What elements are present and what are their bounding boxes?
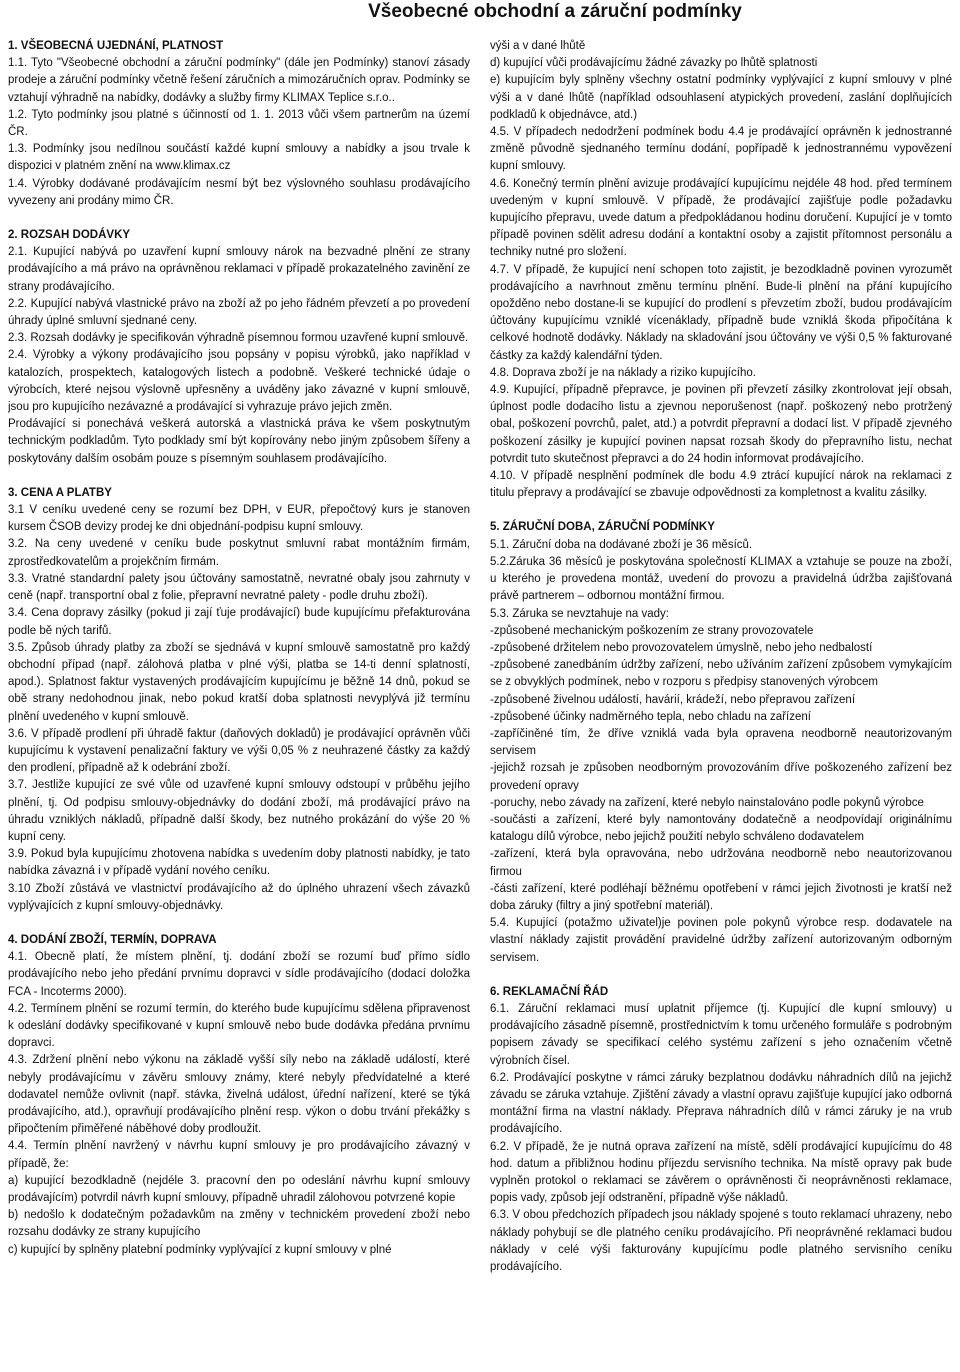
paragraph-right-6: 4.8. Doprava zboží je na náklady a riziko kupujícího. bbox=[490, 366, 756, 379]
paragraph-left-20: 3.10 Zboží zůstává ve vlastnictví prodávajícího až do úplného uhrazení všech závazků vyplývajících z kupní smlouvy-objednávky. bbox=[8, 882, 470, 912]
paragraph-right-24: 5.4. Kupující (potažmo uživatel)je povinen pole pokynů výrobce resp. dodavatele na vlastní náklady zajistit provádění pravidelné údržby zařízení autorizovaným odborným servisem. bbox=[490, 917, 952, 964]
paragraph-left-6: 2.1. Kupující nabývá po uzavření kupní smlouvy nárok na bezvadné plnění ze strany prodávajícího a má právo na oprávněnou reklamaci v případě prokazatelného zavinění ze strany prodávajícího. bbox=[8, 246, 470, 293]
paragraph-right-16: -způsobené živelnou událostí, havárií, krádeží, nebo přepravou zařízení bbox=[490, 693, 856, 706]
paragraph-right-8: 4.10. V případě nesplnění podmínek dle bodu 4.9 ztrácí kupující nárok na reklamaci z titulu přepravy a prodávající se zbavuje odpovědnosti za kompletnost a kvalitu zásilky. bbox=[490, 470, 952, 500]
paragraph-left-17: 3.6. V případě prodlení při úhradě faktur (daňových dokladů) je prodávající oprávněn vůči kupujícímu k vystavení penalizační faktury ve výši 0,05 % z neuhrazené částky za každý den prodlení, případně až k odebrání zboží. bbox=[8, 727, 470, 775]
paragraph-right-20: -poruchy, nebo závady na zařízení, které nebylo nainstalováno podle pokynů výrobce bbox=[490, 796, 924, 809]
paragraph-left-2: 1.2. Tyto podmínky jsou platné s účinností od 1. 1. 2013 vůči všem partnerům na území ČR. bbox=[8, 108, 470, 139]
paragraph-left-12: 3.1 V ceníku uvedené ceny se rozumí bez DPH, v EUR, přepočtový kurs je stanoven kursem ČSOB devizy prodej ke dni objednání-podpisu kupní smlouvy. bbox=[8, 504, 470, 534]
paragraph-left-14: 3.3. Vratné standardní palety jsou účtovány samostatně, nevratné obaly jsou zahrnuty v ceně (např. transportní obal z folie, přepravní nevratné palety - podle druhu zboží). bbox=[8, 572, 470, 603]
paragraph-right-0: výši a v dané lhůtě bbox=[490, 40, 586, 52]
section-heading-left-21: 4. DODÁNÍ ZBOŽÍ, TERMÍN, DOPRAVA bbox=[8, 933, 217, 946]
paragraph-right-11: 5.2.Záruka 36 měsíců je poskytována společností KLIMAX a vztahuje se pouze na zboží, u kterého je provedena montáž, uvedení do provozu a pravidelná údržba zajišťovaná právě partnerem – odbornou montážní firmou. bbox=[490, 555, 952, 603]
paragraph-left-10: Prodávající si ponechává veškerá autorská a vlastnická práva ke všem poskytnutým technickým podkladům. Tyto podklady smí být kopírovány nebo jiným způsobem šířeny a poskytovány dalším osobám pouze s písemným souhlasem prodávajícího. bbox=[8, 418, 470, 465]
section-heading-left-5: 2. ROZSAH DODÁVKY bbox=[8, 229, 131, 242]
paragraph-left-4: 1.4. Výrobky dodávané prodávajícím nesmí být bez výslovného souhlasu prodávajícího vyvezeny ani prodány mimo ČR. bbox=[8, 177, 470, 207]
paragraph-right-26: 6.1. Záruční reklamaci musí uplatnit příjemce (tj. Kupující dle kupní smlouvy) u prodávajícího zásadně písemně, prostřednictvím k tomu určeného formuláře s podrobným popisem závady se specifikací celého systému zařízení s jeho označením včetně výrobních čísel. bbox=[490, 1002, 952, 1067]
paragraph-left-9: 2.4. Výrobky a výkony prodávajícího jsou popsány v popisu výrobků, jako například v katalozích, prospektech, katalogových listech a podobně. Veškeré technické údaje o výrobcích, které nejsou výslovně upřesněny a uváděny jako závazné v kupní smlouvě, jsou pro kupujícího nezávazné a prodávající si vyhrazuje právo jejich změn. bbox=[8, 349, 470, 414]
paragraph-right-5: 4.7. V případě, že kupující není schopen toto zajistit, je bezodkladně povinen vyrozumět prodávajícího a navrhnout změnu termínu plnění. Bude-li plnění na přání kupujícího opožděno nebo dostane-li se kupující do prodlení s převzetím zboží, budou prodávajícím účtovány kupujícímu vzniklé vícenáklady, případně bude vzniklá škoda připočítána k celkové hodnotě dodávky. Náklady na skladování jsou účtovány ve výši 0,5 % fakturované částky za každý kalendářní týden. bbox=[490, 263, 952, 362]
paragraph-left-15: 3.4. Cena dopravy zásilky (pokud ji zají ťuje prodávající) bude kupujícímu přefakturována podle bě ných tarifů. bbox=[8, 607, 470, 637]
paragraph-left-19: 3.9. Pokud byla kupujícímu zhotovena nabídka s uvedením doby platnosti nabídky, je tato nabídka závazná i v případě vydání nového ceníku. bbox=[8, 848, 470, 878]
paragraph-left-18: 3.7. Jestliže kupující ze své vůle od uzavřené kupní smlouvy odstoupí v průběhu jejího plnění, tj. Od podpisu smlouvy-objednávky do dodání zboží, má prodávající právo na úhradu vzniklých nákladů, případně další škody, bez nutného prokázání do výše 20 % kupní ceny. bbox=[8, 779, 470, 843]
paragraph-right-23: -části zařízení, které podléhají běžnému opotřebení v rámci jejich životnosti je kratší než doba záruky (filtry a jiný spotřební materiál). bbox=[490, 882, 952, 912]
left-column bbox=[8, 38, 470, 1372]
page-title: Všeobecné obchodní a záruční podmínky bbox=[368, 1, 742, 22]
paragraph-left-8: 2.3. Rozsah dodávky je specifikován výhradně písemnou formou uzavřené kupní smlouvě. bbox=[8, 332, 469, 345]
paragraph-right-3: 4.5. V případech nedodržení podmínek bodu 4.4 je prodávající oprávněn k jednostranné změně původně sjednaného termínu dodání, popřípadě k jednostrannému vypovězení kupní smlouvy. bbox=[490, 126, 952, 173]
paragraph-left-26: a) kupující bezodkladně (nejdéle 3. pracovní den po odeslání návrhu kupní smlouvy prodávajícím) potvrdil návrh kupní smlouvy, případně uhradil zálohovou potvrzené kopie bbox=[8, 1174, 470, 1204]
paragraph-right-21: -součásti a zařízení, které byly namontovány dodatečně a neodpovídají originálnímu katalogu dílů výrobce, nebo jejichž použití nebylo schváleno dodavatelem bbox=[490, 813, 952, 844]
paragraph-left-16: 3.5. Způsob úhrady platby za zboží se sjednává v kupní smlouvě samostatně pro každý obchodní případ (např. zálohová platba v plné výši, platba se 14-ti denní splatností, apod.). Splatnost faktur vystavených prodávajícím kupujícímu je běžně 14 dnů, pokud se obě strany nedohodnou jinak, nebo pokud kratší doba splatnosti nevyplývá již termínu plnění uvedeného v kupní smlouvě. bbox=[8, 641, 470, 723]
paragraph-right-7: 4.9. Kupující, případně přepravce, je povinen při převzetí zásilky zkontrolovat její obsah, úplnost podle dodacího listu a zjevnou neporušenost (např. poškozený nebo protržený obal, poškození povrchů, palet, atd.) a potvrdit přepravní a dodací list. V případě zjevného poškození zásilky je kupující povinen napsat rozsah škody do přepravního listu, nechat potvrdit tuto skutečnost přepravci a do 24 hodin informovat prodávajícího. bbox=[490, 384, 952, 465]
paragraph-right-19: -jejichž rozsah je způsoben neodborným provozováním dříve poškozeného zařízení bez provedení opravy bbox=[490, 762, 952, 792]
paragraph-right-22: -zařízení, která byla opravována, nebo udržována neodborně nebo neautorizovanou firmou bbox=[490, 848, 952, 878]
paragraph-right-27: 6.2. Prodávající poskytne v rámci záruky bezplatnou dodávku náhradních dílů na jejichž závadu se záruka vztahuje. Zjištění závady a vlastní opravu zajišťuje kupující jako odborná montážní firma na vlastní náklady. Přeprava náhradních dílů v rámci záruky je na vrub prodávajícího. bbox=[490, 1071, 952, 1136]
paragraph-right-12: 5.3. Záruka se nevztahuje na vady: bbox=[490, 607, 669, 620]
section-heading-right-25: 6. REKLAMAČNÍ ŘÁD bbox=[490, 985, 609, 998]
paragraph-right-2: e) kupujícím byly splněny všechny ostatní podmínky vyplývající z kupní smlouvy v plné výši a v dané lhůtě (například odsouhlasení atypických provedení, zaslání doplňujících podkladů k objednávce, atd.) bbox=[490, 74, 952, 121]
paragraph-left-28: c) kupující by splněny platební podmínky vyplývající z kupní smlouvy v plné bbox=[8, 1243, 392, 1256]
paragraph-left-1: 1.1. Tyto "Všeobecné obchodní a záruční podmínky" (dále jen Podmínky) stanoví zásady prodeje a záruční podmínky včetně řešení záručních a mimozáručních oprav. Podmínky se vztahují výhradně na nabídky, dodávky a služby firmy KLIMAX Teplice s.r.o.. bbox=[8, 57, 470, 104]
paragraph-right-14: -způsobené držitelem nebo provozovatelem úmyslně, nebo jeho nedbalostí bbox=[490, 641, 873, 654]
paragraph-left-22: 4.1. Obecně platí, že místem plnění, tj. dodání zboží se rozumí buď přímo sídlo prodávajícího nebo jeho předání prvnímu dopravci v sídle prodávajícího (dodací doložka FCA - Incoterms 2000). bbox=[8, 951, 470, 998]
paragraph-right-13: -způsobené mechanickým poškozením ze strany provozovatele bbox=[490, 624, 814, 637]
section-heading-left-11: 3. CENA A PLATBY bbox=[8, 486, 112, 499]
paragraph-right-1: d) kupující vůči prodávajícímu žádné závazky po lhůtě splatnosti bbox=[490, 57, 818, 70]
paragraph-right-28: 6.2. V případě, že je nutná oprava zařízení na místě, sdělí prodávající kupujícímu do 48 hod. datum a přibližnou hodinu příjezdu servisního technika. Na místě opravy pak bude vyplněn protokol o reklamaci se závěrem o oprávněnosti či neoprávněnosti reklamace, popis vady, způsob její odstranění, případně výše nákladů. bbox=[490, 1140, 952, 1205]
paragraph-left-3: 1.3. Podmínky jsou nedílnou součástí každé kupní smlouvy a nabídky a jsou trvale k dispozici v platném znění na www.klimax.cz bbox=[8, 143, 470, 173]
paragraph-right-10: 5.1. Záruční doba na dodávané zboží je 36 měsíců. bbox=[490, 538, 753, 551]
paragraph-left-23: 4.2. Termínem plnění se rozumí termín, do kterého bude kupujícímu sdělena připravenost k odeslání dodávky specifikované v kupní smlouvě nebo bude dodávka předána prvnímu dopravci. bbox=[8, 1002, 470, 1050]
paragraph-left-24: 4.3. Zdržení plnění nebo výkonu na základě vyšší síly nebo na základě událostí, které nebyly prodávajícímu v závěru smlouvy známy, které nebyly předvídatelné a které dodavatel nemůže ovlivnit (např. stávka, živelná událost, úřední nařízení, které se týká prodávajícího, atd.), opravňují prodávajícího plnění resp. výkon o dobu trvání překážky s připočtením přiměřené náběhové doby prodloužit. bbox=[8, 1054, 470, 1136]
paragraph-left-13: 3.2. Na ceny uvedené v ceníku bude poskytnut smluvní rabat montážním firmám, zprostředkovatelům a projekčním firmám. bbox=[8, 538, 470, 568]
right-column bbox=[490, 38, 952, 1372]
paragraph-left-27: b) nedošlo k dodatečným požadavkům na změny v technickém provedení zboží nebo rozsahu dodávky ze strany kupujícího bbox=[8, 1209, 470, 1239]
section-heading-left-0: 1. VŠEOBECNÁ UJEDNÁNÍ, PLATNOST bbox=[8, 40, 224, 52]
paragraph-left-25: 4.4. Termín plnění navržený v návrhu kupní smlouvy je pro prodávajícího závazný v případě, že: bbox=[8, 1140, 470, 1170]
paragraph-right-15: -způsobené zanedbáním údržby zařízení, nebo užíváním zařízení způsobem vymykajícím se z obvyklých podmínek, nebo v rozporu s předpisy stanovených výrobcem bbox=[490, 659, 952, 689]
paragraph-right-29: 6.3. V obou předchozích případech jsou náklady spojené s touto reklamací uhrazeny, nebo náklady pohybují se dle platného ceníku prodávajícího. Při neoprávněné reklamaci budou náklady v celé výši fakturovány kupujícímu podle platného servisního ceníku prodávajícího. bbox=[490, 1209, 952, 1274]
paragraph-right-18: -zapříčiněné tím, že dříve vzniklá vada byla opravena neodborně neautorizovaným servisem bbox=[490, 727, 952, 758]
paragraph-right-17: -způsobené účinky nadměrného tepla, nebo chladu na zařízení bbox=[490, 710, 811, 723]
section-heading-right-9: 5. ZÁRUČNÍ DOBA, ZÁRUČNÍ PODMÍNKY bbox=[490, 521, 715, 534]
paragraph-right-4: 4.6. Konečný termín plnění avizuje prodávající kupujícímu nejdéle 48 hod. před termínem uvedeným v kupní smlouvě. V případě, že prodávající zajišťuje podle požadavku kupujícího přepravu, uvede datum a předpokládanou hodinu doručení. Kupující je v tomto případě povinen sdělit adresu dodání a kontaktní osoby a zajistit přítomnost personálu a techniky nutné pro složení. bbox=[490, 177, 952, 259]
paragraph-left-7: 2.2. Kupující nabývá vlastnické právo na zboží až po jeho řádném převzetí a po provedení úhrady úplné smluvní sjednané ceny. bbox=[8, 297, 470, 328]
